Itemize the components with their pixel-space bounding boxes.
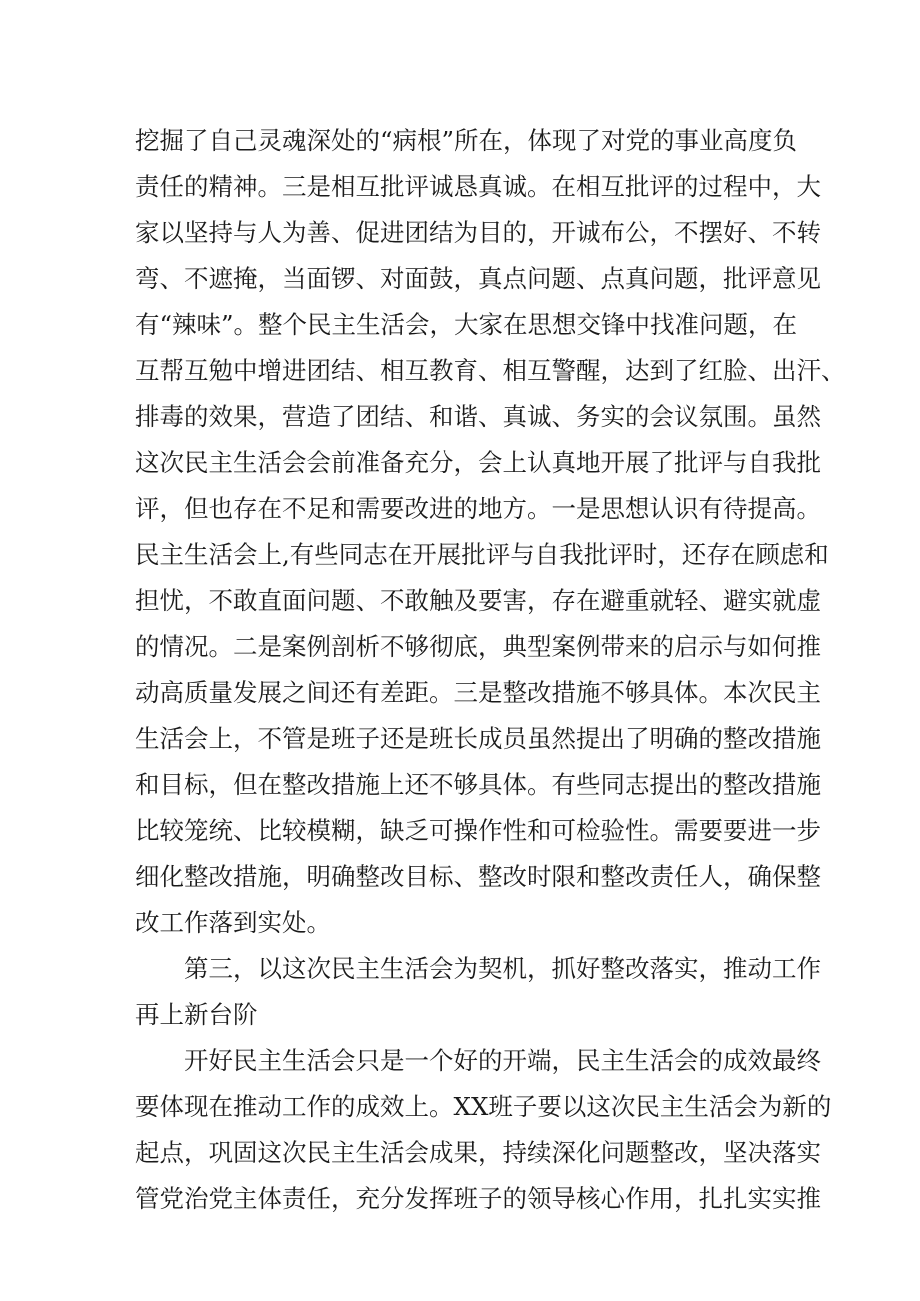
text-line: 民主生活会上,有些同志在开展批评与自我批评时，还存在顾虑和 [135, 540, 829, 569]
text-line: 有“辣味”。整个民主生活会，大家在思想交锋中找准问题，在 [135, 310, 798, 339]
text-line: 起点，巩固这次民主生活会成果，持续深化问题整改，坚决落实 [135, 1138, 821, 1167]
text-line: 这次民主生活会会前准备充分，会上认真地开展了批评与自我批 [135, 448, 821, 477]
text-line: 的情况。二是案例剖析不够彻底，典型案例带来的启示与如何推 [135, 632, 821, 661]
text-line: 排毒的效果，营造了团结、和谐、真诚、务实的会议氛围。虽然 [135, 402, 821, 431]
text-line: 责任的精神。三是相互批评诚恳真诚。在相互批评的过程中，大 [135, 172, 821, 201]
text-line: 互帮互勉中增进团结、相互教育、相互警醒，达到了红脸、出汗、 [135, 356, 846, 385]
text-line: 比较笼统、比较模糊，缺乏可操作性和可检验性。需要要进一步 [135, 816, 821, 845]
text-line: 弯、不遮掩，当面锣、对面鼓，真点问题、点真问题，批评意见 [135, 264, 821, 293]
document-body [135, 118, 846, 1222]
section-heading-line: 第三，以这次民主生活会为契机，抓好整改落实，推动工作 [184, 954, 821, 983]
text-line: 细化整改措施，明确整改目标、整改时限和整改责任人，确保整 [135, 862, 821, 891]
text-line: 管党治党主体责任，充分发挥班子的领导核心作用，扎扎实实推 [135, 1184, 821, 1213]
text-line: 担忧，不敢直面问题、不敢触及要害，存在避重就轻、避实就虚 [135, 586, 821, 615]
text-line: 和目标，但在整改措施上还不够具体。有些同志提出的整改措施 [135, 770, 821, 799]
paragraph-start-line: 开好民主生活会只是一个好的开端，民主生活会的成效最终 [184, 1046, 821, 1075]
text-line: 要体现在推动工作的成效上。XX班子要以这次民主生活会为新的 [135, 1092, 832, 1121]
text-line: 挖掘了自己灵魂深处的“病根”所在，体现了对党的事业高度负 [135, 126, 798, 155]
text-line: 家以坚持与人为善、促进团结为目的，开诚布公，不摆好、不转 [135, 218, 821, 247]
text-line: 动高质量发展之间还有差距。三是整改措施不够具体。本次民主 [135, 678, 821, 707]
text-line: 评，但也存在不足和需要改进的地方。一是思想认识有待提高。 [135, 494, 821, 523]
text-line: 生活会上，不管是班子还是班长成员虽然提出了明确的整改措施 [135, 724, 821, 753]
section-heading-end-line: 再上新台阶 [135, 1000, 258, 1029]
paragraph-end-line: 改工作落到实处。 [135, 908, 331, 937]
